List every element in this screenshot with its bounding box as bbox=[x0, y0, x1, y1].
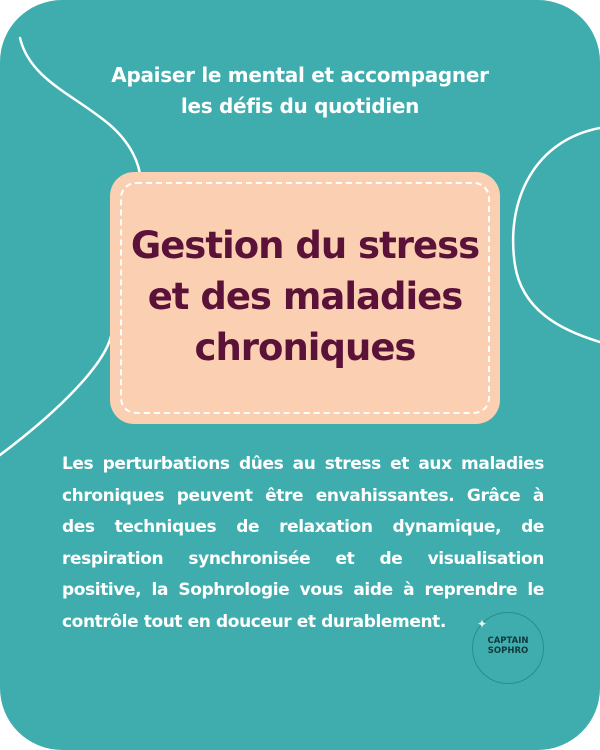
right-curve bbox=[513, 128, 600, 342]
page-title bbox=[128, 220, 482, 373]
sparkle-icon: ✦ bbox=[477, 617, 488, 631]
body-paragraph: Les perturbations dûes au stress et aux maladies chroniques peuvent être envahissantes. Grâce à des techniques de relaxation dynamique, de respiration synchronisée et de visualisation positive, la Sophrologie vous aide à reprendre le contrôle tout en douceur et durablement. bbox=[62, 454, 544, 632]
logo-line-2: SOPHRO bbox=[487, 646, 529, 656]
title-line-2: et des maladies bbox=[147, 275, 463, 318]
left-curve bbox=[0, 330, 112, 455]
title-box bbox=[110, 172, 500, 424]
title-line-3: chroniques bbox=[194, 326, 416, 369]
subtitle bbox=[60, 60, 540, 122]
logo-line-1: CAPTAIN bbox=[487, 636, 529, 646]
captain-sophro-logo bbox=[472, 612, 544, 684]
title-line-1: Gestion du stress bbox=[130, 224, 480, 267]
subtitle-line-1: Apaiser le mental et accompagner bbox=[111, 63, 489, 87]
subtitle-line-2: les défis du quotidien bbox=[180, 94, 420, 118]
